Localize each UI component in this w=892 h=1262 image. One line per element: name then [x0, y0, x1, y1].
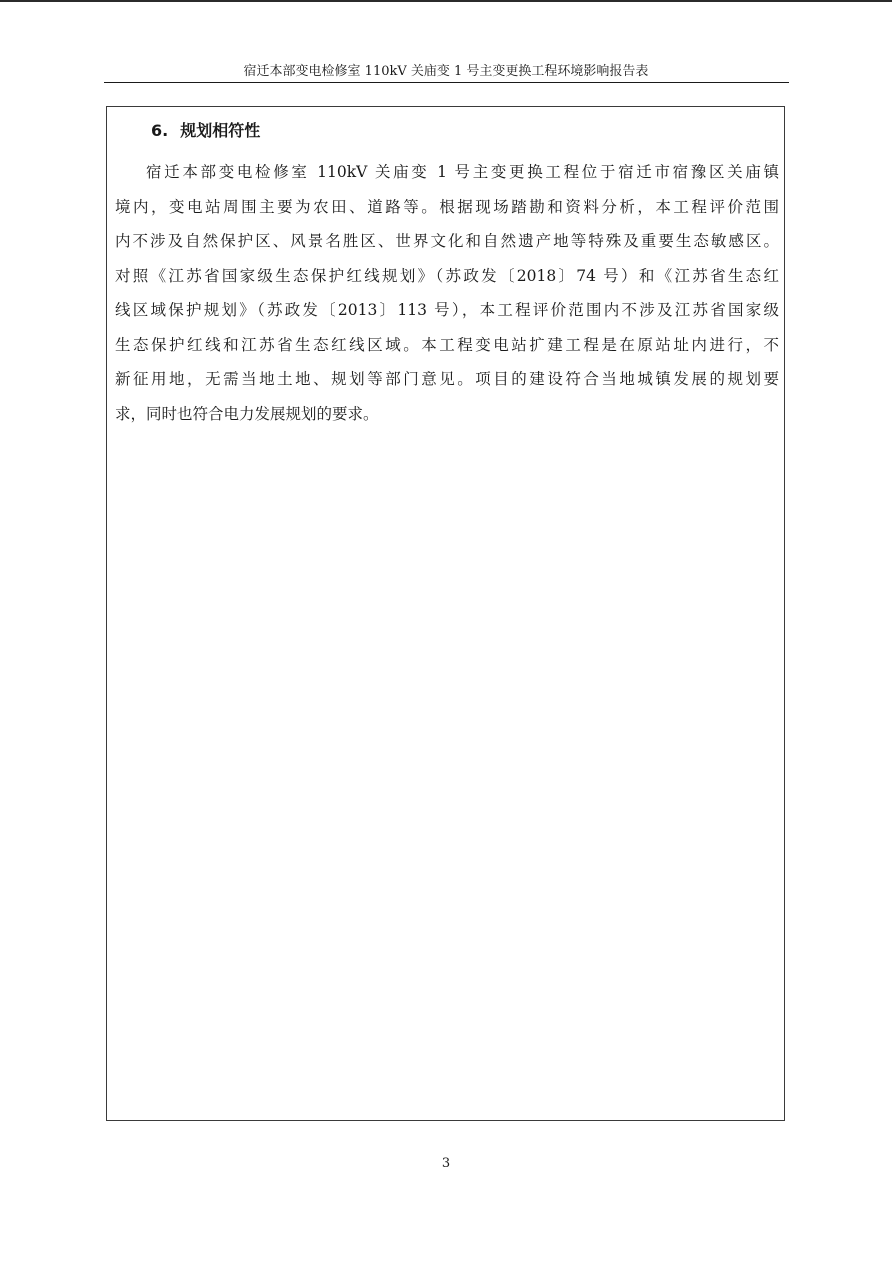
paragraph-line: 生态保护红线和江苏省生态红线区域。本工程变电站扩建工程是在原站址内进行，不	[115, 335, 779, 354]
section-heading	[151, 120, 260, 142]
header-divider	[104, 82, 789, 83]
document-header-title: 宿迁本部变电检修室 110kV 关庙变 1 号主变更换工程环境影响报告表	[243, 64, 649, 79]
paragraph-line: 新征用地，无需当地土地、规划等部门意见。项目的建设符合当地城镇发展的规划要	[115, 370, 779, 388]
section-body-paragraph	[115, 155, 779, 431]
paragraph-line: 宿迁本部变电检修室 110kV 关庙变 1 号主变更换工程位于宿迁市宿豫区关庙镇	[146, 163, 779, 181]
paragraph-line: 对照《江苏省国家级生态保护红线规划》（苏政发〔2018〕74 号）和《江苏省生态红	[115, 266, 779, 285]
page-top-border	[0, 0, 892, 2]
section-number: 6.	[151, 121, 169, 140]
paragraph-line: 内不涉及自然保护区、风景名胜区、世界文化和自然遗产地等特殊及重要生态敏感区。	[115, 232, 779, 250]
paragraph-line: 线区域保护规划》（苏政发〔2013〕113 号），本工程评价范围内不涉及江苏省国家级	[115, 301, 779, 319]
section-title: 规划相符性	[180, 121, 261, 140]
paragraph-line: 求，同时也符合电力发展规划的要求。	[115, 404, 379, 423]
page-number: 3	[441, 1156, 451, 1171]
paragraph-line: 境内，变电站周围主要为农田、道路等。根据现场踏勘和资料分析，本工程评价范围	[115, 197, 779, 216]
